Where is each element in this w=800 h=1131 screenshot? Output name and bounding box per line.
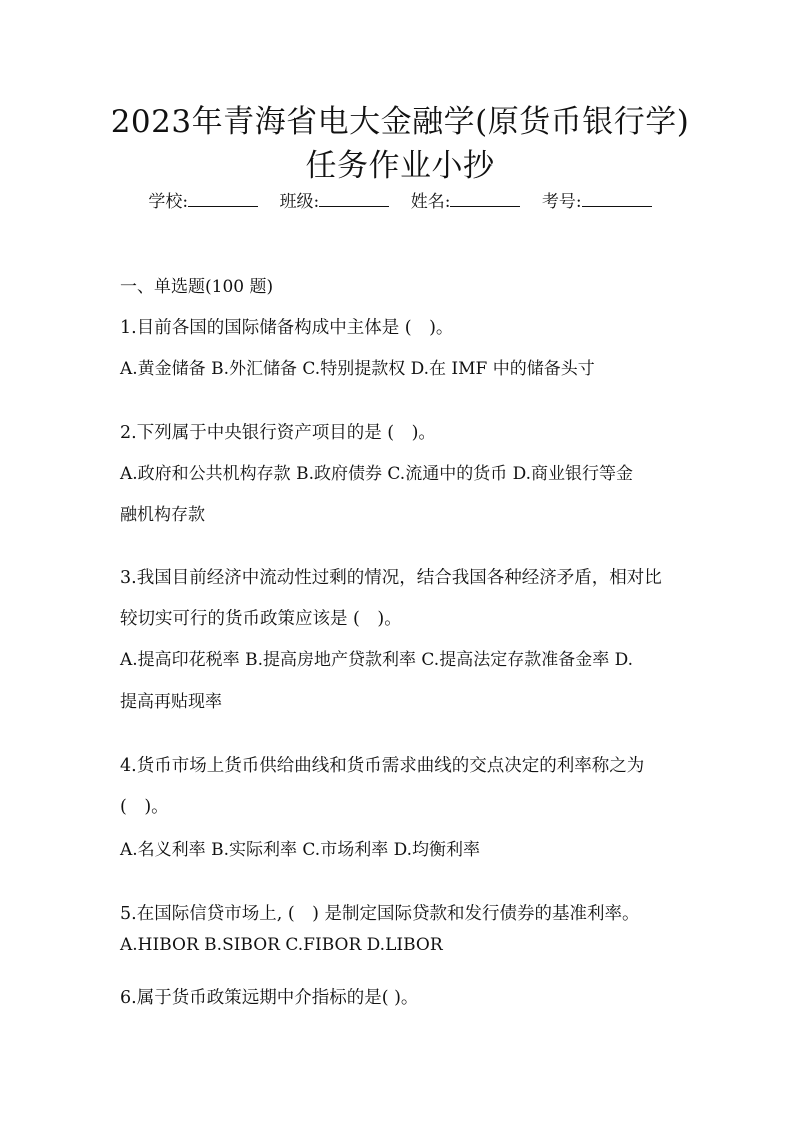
question-4-options: A.名义利率 B.实际利率 C.市场利率 D.均衡利率 [120,840,481,860]
question-3-stem-cont: 较切实可行的货币政策应该是 ( )。 [120,609,402,629]
question-2-stem: 2.下列属于中央银行资产项目的是 ( )。 [120,423,436,443]
question-1-options: A.黄金储备 B.外汇储备 C.特别提款权 D.在 IMF 中的储备头寸 [120,359,595,379]
question-3-options: A.提高印花税率 B.提高房地产贷款利率 C.提高法定存款准备金率 D. [120,650,634,670]
school-field [148,190,258,214]
document-title-line-2: 任务作业小抄 [305,148,495,184]
question-1-stem: 1.目前各国的国际储备构成中主体是 ( )。 [120,318,454,338]
class-label: 班级: [279,192,320,212]
school-blank [188,192,258,207]
question-4-stem: 4.货币市场上货币供给曲线和货币需求曲线的交点决定的利率称之为 [120,756,645,776]
section-title: 一、单选题(100 题) [120,277,274,297]
question-4-stem-cont: ( )。 [120,797,169,817]
question-2-options: A.政府和公共机构存款 B.政府债券 C.流通中的货币 D.商业银行等金 [120,464,634,484]
exam-number-label: 考号: [541,192,582,212]
exam-number-field [542,190,652,214]
question-3-options-cont: 提高再贴现率 [120,692,222,712]
school-label: 学校: [148,192,189,212]
class-field [280,190,390,214]
class-blank [319,192,389,207]
name-blank [450,192,520,207]
question-5-stem: 5.在国际信贷市场上, ( ) 是制定国际贷款和发行债券的基准利率。 [120,904,640,924]
name-field [411,190,521,214]
student-info-row [0,190,800,214]
name-label: 姓名: [410,192,451,212]
question-3-stem: 3.我国目前经济中流动性过剩的情况，结合我国各种经济矛盾，相对比 [120,568,662,588]
question-2-options-cont: 融机构存款 [120,505,205,525]
exam-number-blank [582,192,652,207]
question-5-options: A.HIBOR B.SIBOR C.FIBOR D.LIBOR [120,935,443,955]
question-6-stem: 6.属于货币政策远期中介指标的是( )。 [120,988,419,1008]
document-title-line-1: 2023年青海省电大金融学(原货币银行学) [110,104,690,140]
